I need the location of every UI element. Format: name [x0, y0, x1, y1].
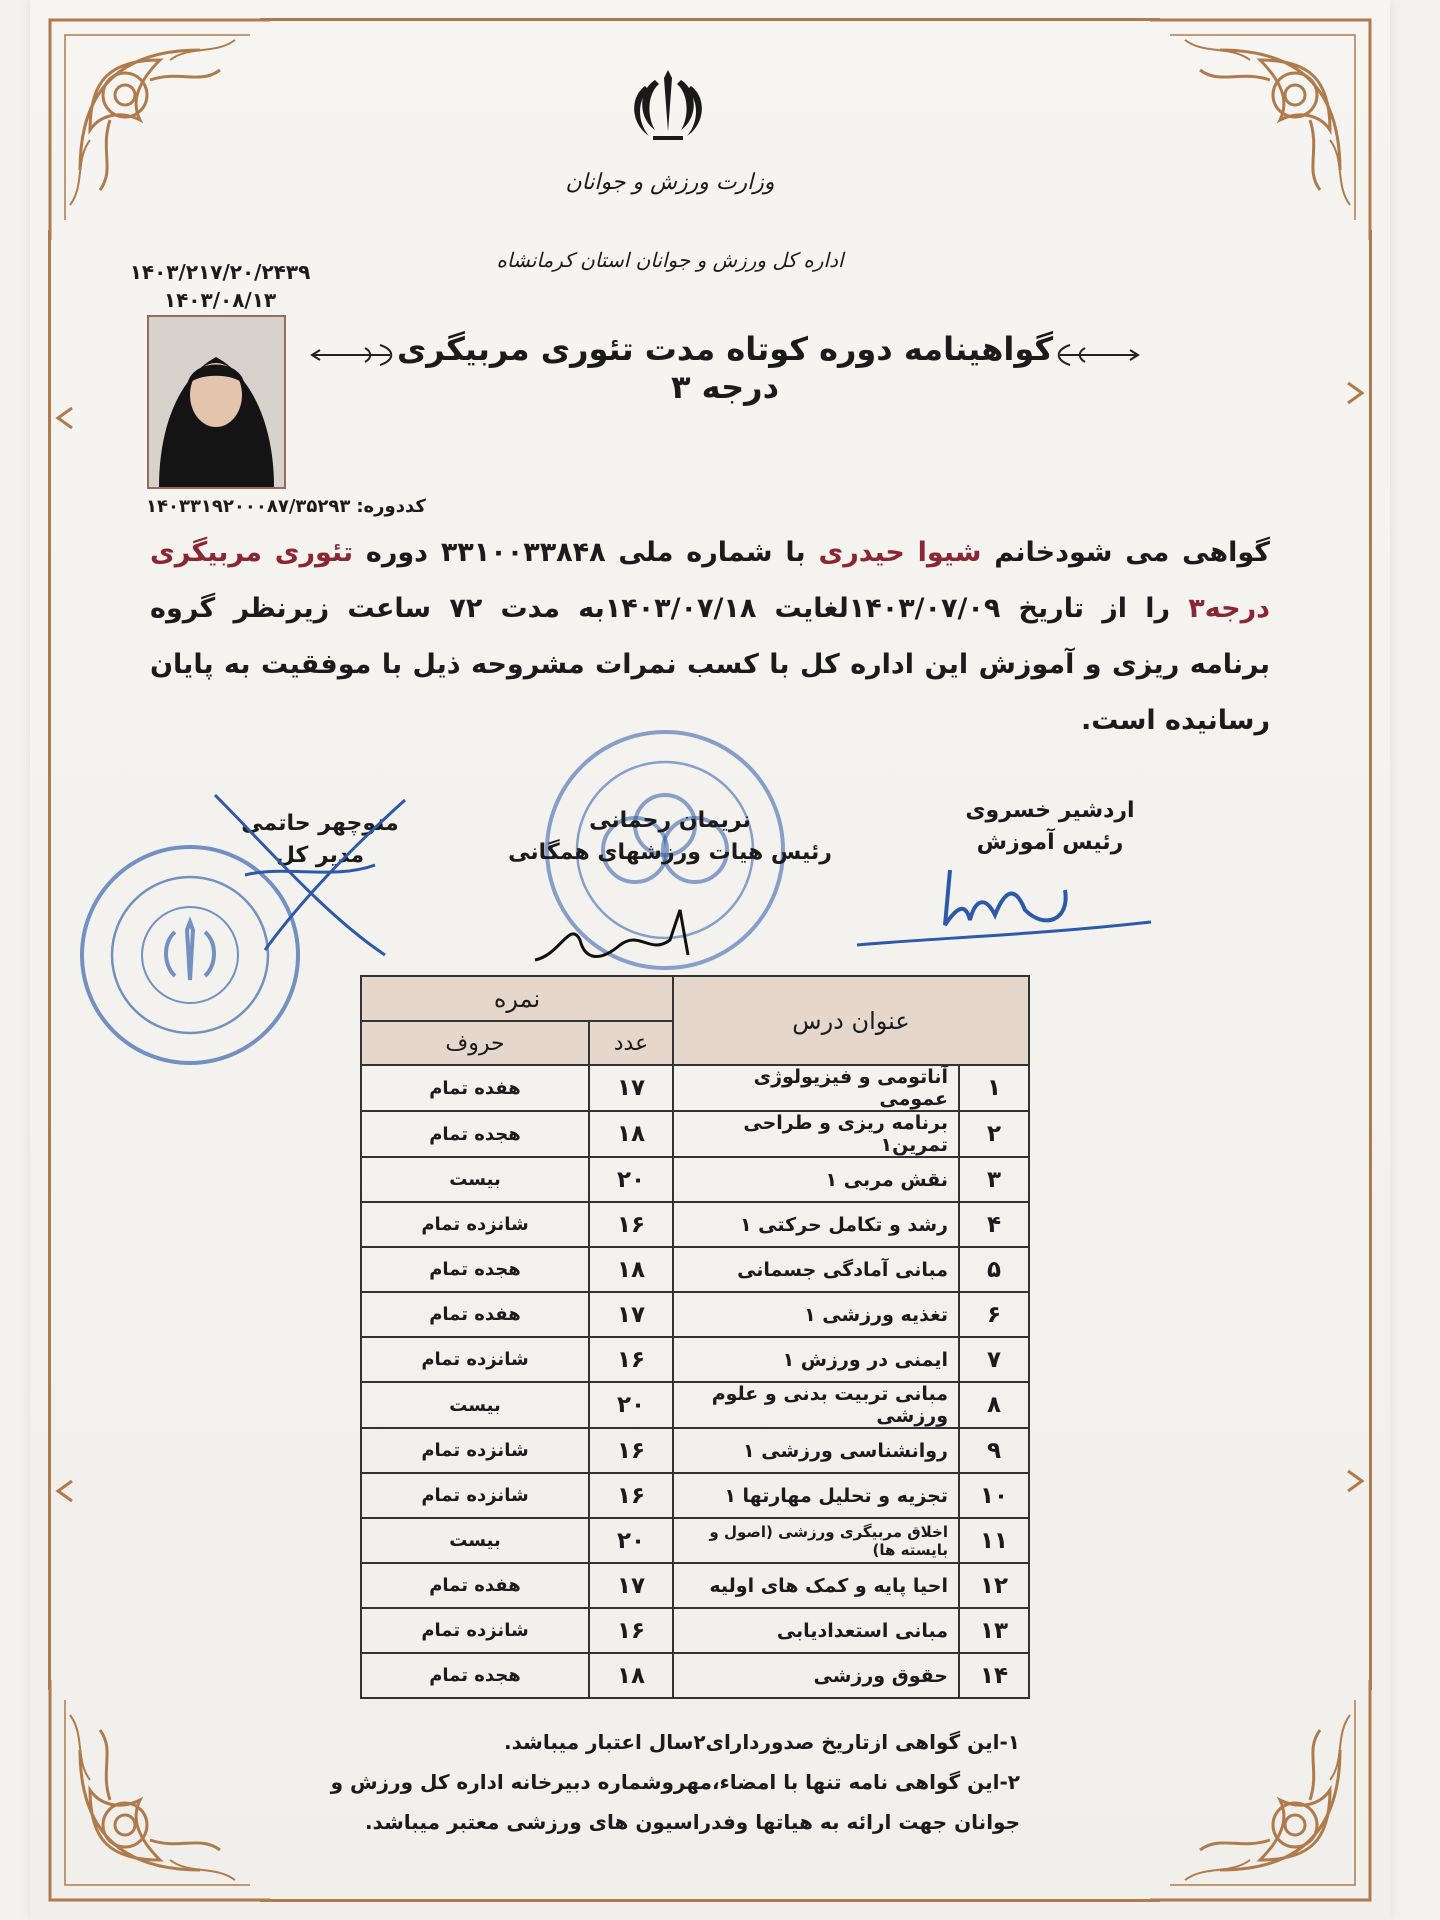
row-number: ۱۳: [959, 1608, 1029, 1653]
national-emblem-icon: [625, 62, 711, 148]
row-grade-digits: ۱۶: [589, 1428, 673, 1473]
signature-federation-head-icon: [530, 900, 710, 970]
reference-number: ۱۴۰۳/۲۱۷/۲۰/۲۴۳۹: [129, 260, 311, 284]
signatory-federation-head: [505, 805, 835, 869]
table-row: [361, 1428, 1029, 1473]
reference-block: [120, 258, 320, 314]
table-row: [361, 1563, 1029, 1608]
certificate-body: [150, 525, 1270, 749]
frame-right: [1369, 230, 1372, 1690]
row-subject: مبانی استعدادیابی: [673, 1608, 959, 1653]
table-row: [361, 1111, 1029, 1157]
row-subject: آناتومی و فیزیولوژی عمومی: [673, 1065, 959, 1111]
row-number: ۱۲: [959, 1563, 1029, 1608]
body-details: را از تاریخ ۱۴۰۳/۰۷/۰۹لغایت ۱۴۰۳/۰۷/۱۸به مدت ۷۲ ساعت زیرنظر گروه برنامه ریزی و آموزش این اداره کل با کسب نمرات مشروحه ذیل با موفقیت به پایان رسانیده است.: [150, 593, 1270, 736]
signature-training-head-icon: [855, 850, 1155, 950]
holder-photo: [147, 315, 286, 489]
title-block: [310, 330, 1140, 406]
row-grade-letters: بیست: [361, 1518, 589, 1563]
row-number: ۱۴: [959, 1653, 1029, 1698]
table-header-row: [361, 976, 1029, 1021]
table-row: [361, 1518, 1029, 1563]
frame-top: [260, 18, 1160, 21]
course-code: [140, 496, 440, 517]
row-grade-letters: هجده تمام: [361, 1247, 589, 1292]
row-number: ۳: [959, 1157, 1029, 1202]
row-subject: مبانی تربیت بدنی و علوم ورزشی: [673, 1382, 959, 1428]
row-grade-letters: شانزده تمام: [361, 1337, 589, 1382]
corner-ornament-top-left: [30, 0, 290, 260]
table-row: [361, 1382, 1029, 1428]
frame-left: [48, 230, 51, 1690]
row-grade-letters: هفده تمام: [361, 1563, 589, 1608]
row-grade-digits: ۱۷: [589, 1292, 673, 1337]
grade-header: نمره: [361, 976, 673, 1021]
table-row: [361, 1065, 1029, 1111]
row-number: ۷: [959, 1337, 1029, 1382]
signatory-role: رئیس آموزش: [976, 830, 1124, 855]
row-grade-digits: ۱۸: [589, 1653, 673, 1698]
row-number: ۱: [959, 1065, 1029, 1111]
certificate-title: گواهینامه دوره کوتاه مدت تئوری مربیگری درجه ۳: [396, 330, 1054, 406]
row-grade-digits: ۲۰: [589, 1382, 673, 1428]
note-item: ۲-این گواهی نامه تنها با امضاء،مهروشماره دبیرخانه اداره کل ورزش و جوانان جهت ارائه به هیاتها وفدراسیون های ورزشی معتبر میباشد.: [330, 1770, 1020, 1834]
row-grade-letters: هفده تمام: [361, 1292, 589, 1337]
row-grade-digits: ۱۷: [589, 1563, 673, 1608]
row-grade-digits: ۱۸: [589, 1111, 673, 1157]
row-number: ۱۱: [959, 1518, 1029, 1563]
row-grade-digits: ۲۰: [589, 1518, 673, 1563]
table-row: [361, 1247, 1029, 1292]
provincial-office-name: اداره کل ورزش و جوانان استان کرمانشاه: [496, 248, 844, 272]
row-grade-digits: ۱۷: [589, 1065, 673, 1111]
corner-ornament-top-right: [1130, 0, 1390, 260]
row-number: ۲: [959, 1111, 1029, 1157]
table-row: [361, 1157, 1029, 1202]
signature-director-general-icon: [205, 785, 415, 965]
row-grade-letters: شانزده تمام: [361, 1473, 589, 1518]
row-grade-digits: ۱۶: [589, 1202, 673, 1247]
row-subject: رشد و تکامل حرکتی ۱: [673, 1202, 959, 1247]
row-number: ۹: [959, 1428, 1029, 1473]
certificate-notes: [300, 1722, 1020, 1842]
body-national-id: با شماره ملی ۳۳۱۰۰۳۳۸۴۸ دوره: [365, 537, 806, 568]
table-row: [361, 1653, 1029, 1698]
grades-table: [360, 975, 1030, 1699]
row-subject: مبانی آمادگی جسمانی: [673, 1247, 959, 1292]
frame-arrow-right-upper: [1342, 380, 1368, 406]
subject-header: عنوان درس: [673, 976, 1029, 1065]
table-row: [361, 1337, 1029, 1382]
table-row: [361, 1292, 1029, 1337]
row-subject: حقوق ورزشی: [673, 1653, 959, 1698]
corner-ornament-bottom-right: [1130, 1660, 1390, 1920]
signatory-name: نریمان رحمانی: [589, 808, 751, 833]
grade-digits-header: عدد: [589, 1021, 673, 1065]
signatory-role: مدیر کل: [275, 843, 365, 868]
row-number: ۸: [959, 1382, 1029, 1428]
row-grade-digits: ۱۶: [589, 1473, 673, 1518]
row-grade-letters: هجده تمام: [361, 1653, 589, 1698]
row-grade-letters: هجده تمام: [361, 1111, 589, 1157]
row-subject: برنامه ریزی و طراحی تمرین۱: [673, 1111, 959, 1157]
row-subject: تجزیه و تحلیل مهارتها ۱: [673, 1473, 959, 1518]
ministry-name: وزارت ورزش و جوانان: [565, 170, 775, 195]
note-item: ۱-این گواهی ازتاریخ صدوردارای۲سال اعتبار میباشد.: [504, 1730, 1020, 1754]
holder-name: شیوا حیدری: [818, 537, 982, 568]
row-grade-digits: ۱۶: [589, 1337, 673, 1382]
signatory-name: منوچهر حاتمی: [241, 811, 399, 836]
reference-date: ۱۴۰۳/۰۸/۱۳: [163, 288, 277, 312]
row-subject: تغذیه ورزشی ۱: [673, 1292, 959, 1337]
frame-arrow-right-lower: [1342, 1468, 1368, 1494]
row-number: ۵: [959, 1247, 1029, 1292]
row-number: ۶: [959, 1292, 1029, 1337]
row-grade-letters: بیست: [361, 1157, 589, 1202]
grade-letters-header: حروف: [361, 1021, 589, 1065]
row-number: ۴: [959, 1202, 1029, 1247]
signatory-role: رئیس هیات ورزشهای همگانی: [508, 840, 832, 865]
row-subject: روانشناسی ورزشی ۱: [673, 1428, 959, 1473]
frame-arrow-left-upper: [52, 405, 78, 431]
frame-bottom: [260, 1899, 1160, 1902]
row-grade-letters: بیست: [361, 1382, 589, 1428]
signatory-name: اردشیر خسروی: [965, 798, 1135, 823]
frame-arrow-left-lower: [52, 1478, 78, 1504]
row-grade-letters: شانزده تمام: [361, 1608, 589, 1653]
row-grade-letters: هفده تمام: [361, 1065, 589, 1111]
title-flourish-right-icon: [1050, 340, 1140, 370]
row-number: ۱۰: [959, 1473, 1029, 1518]
body-intro: گواهی می شودخانم: [994, 537, 1271, 568]
row-grade-digits: ۲۰: [589, 1157, 673, 1202]
course-name: تئوری مربیگری درجه۳: [150, 537, 1270, 624]
table-row: [361, 1473, 1029, 1518]
course-code-label: کددوره:: [356, 496, 426, 517]
row-grade-letters: شانزده تمام: [361, 1202, 589, 1247]
row-subject: اخلاق مربیگری ورزشی (اصول و بایسته ها): [673, 1518, 959, 1563]
row-subject: نقش مربی ۱: [673, 1157, 959, 1202]
course-code-value: ۱۴۰۳۳۱۹۲۰۰۰۸۷/۳۵۲۹۳: [146, 496, 351, 517]
row-grade-digits: ۱۸: [589, 1247, 673, 1292]
row-subject: ایمنی در ورزش ۱: [673, 1337, 959, 1382]
row-subject: احیا پایه و کمک های اولیه: [673, 1563, 959, 1608]
table-row: [361, 1608, 1029, 1653]
corner-ornament-bottom-left: [30, 1660, 290, 1920]
table-row: [361, 1202, 1029, 1247]
row-grade-letters: شانزده تمام: [361, 1428, 589, 1473]
row-grade-digits: ۱۶: [589, 1608, 673, 1653]
